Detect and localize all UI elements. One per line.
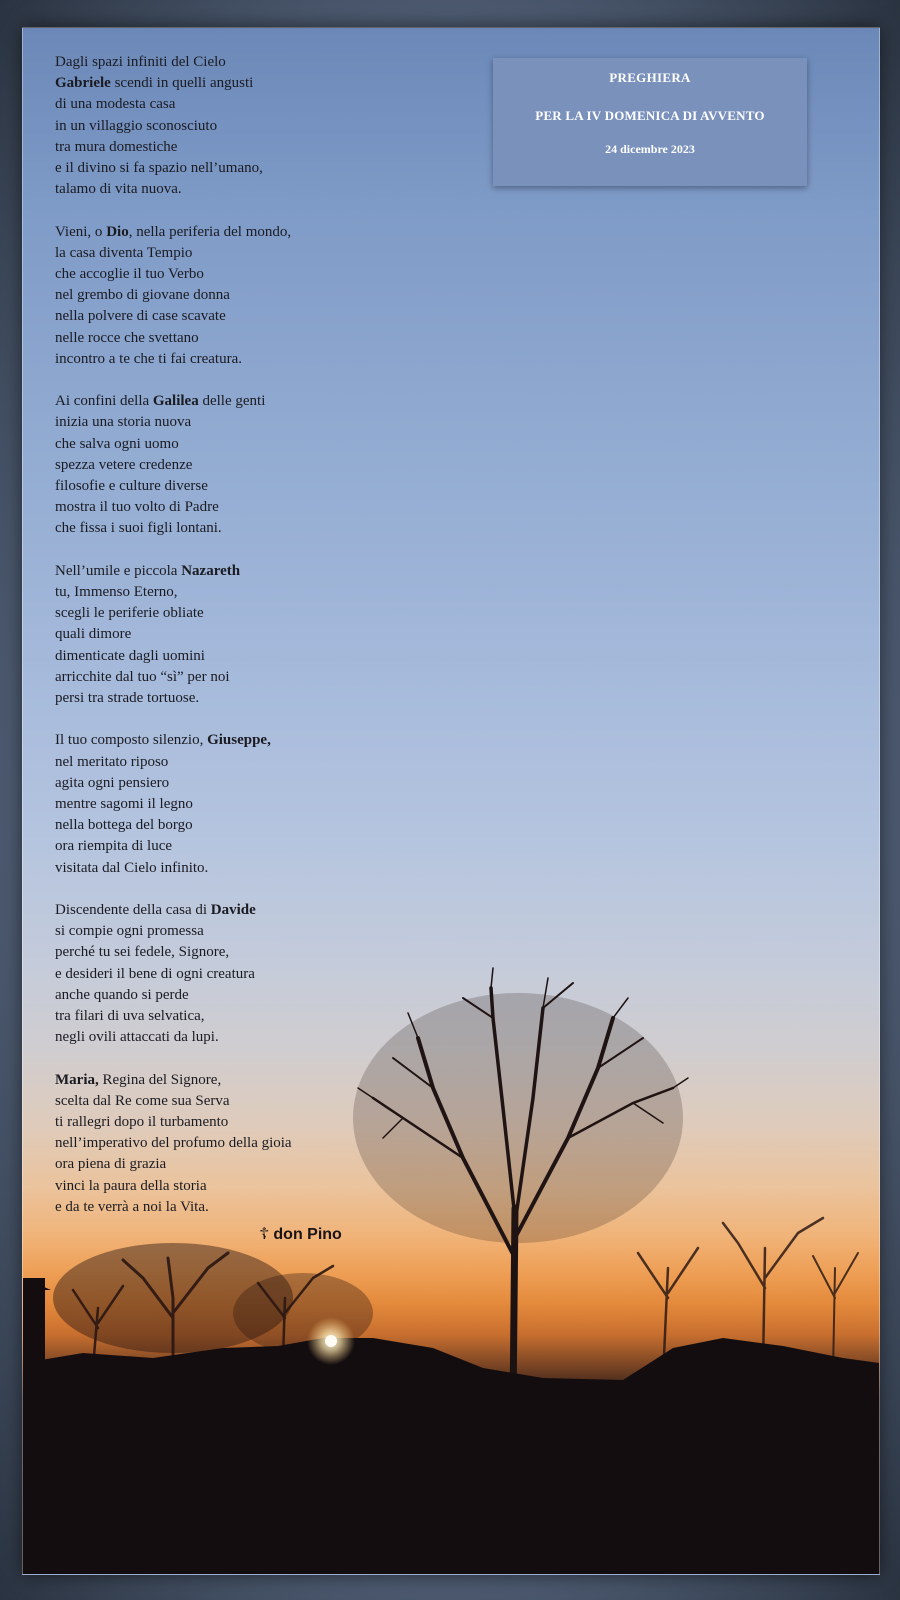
poem-line [55, 94, 375, 115]
poem-segment: scelta dal Re come sua Serva [55, 1092, 230, 1109]
poem-stanza [55, 52, 375, 200]
poem-emphasis: Galilea [152, 393, 199, 410]
poem-line [55, 1070, 375, 1091]
poem-segment: delle genti [198, 393, 266, 410]
poem-stanza [55, 730, 375, 878]
poem-segment: tra mura domestiche [55, 138, 178, 155]
poem-segment: mostra il tuo volto di Padre [55, 499, 219, 516]
poem-segment: visitata dal Cielo infinito. [55, 859, 209, 876]
poem-line [55, 328, 375, 349]
poem-line [55, 1006, 375, 1027]
poem-line [55, 815, 375, 836]
poem-segment: in un villaggio sconosciuto [55, 117, 218, 134]
poem-emphasis: Maria, [55, 1071, 99, 1088]
poem-line [55, 264, 375, 285]
poem-line [55, 116, 375, 137]
poem-segment: spezza vetere credenze [55, 456, 193, 473]
poem-segment: nella bottega del borgo [55, 817, 193, 834]
hills-silhouette [23, 1338, 879, 1574]
poem-segment: ora piena di grazia [55, 1156, 167, 1173]
poem-line [55, 391, 375, 412]
poem-line [55, 752, 375, 773]
poem-segment: mentre sagomi il legno [55, 796, 193, 813]
poem-segment: quali dimore [55, 626, 132, 643]
poem-line [55, 836, 375, 857]
poem-stanza [55, 222, 375, 370]
poem-segment: tra filari di uva selvatica, [55, 1008, 205, 1025]
poem-line [55, 1176, 375, 1197]
poem-segment: negli ovili attaccati da lupi. [55, 1029, 219, 1046]
poem-stanza [55, 1070, 375, 1218]
poem-stanza [55, 900, 375, 1048]
poem-line [55, 52, 375, 73]
poem-segment: che salva ogni uomo [55, 435, 179, 452]
poem-line [55, 349, 375, 370]
poem-line [55, 1091, 375, 1112]
prayer-card [22, 27, 880, 1575]
poem-line [55, 667, 375, 688]
poem-segment: nelle rocce che svettano [55, 329, 199, 346]
poem-line [55, 476, 375, 497]
poem-line [55, 561, 375, 582]
poem-stanza [55, 561, 375, 709]
poem-segment: Dagli spazi infiniti del Cielo [55, 54, 226, 70]
poem-line [55, 73, 375, 94]
poem-segment: nell’imperativo del profumo della gioia [55, 1135, 292, 1152]
poem-segment: Ai confini della [55, 393, 153, 410]
poem-segment: ti rallegri dopo il turbamento [55, 1114, 229, 1131]
poem-line [55, 688, 375, 709]
poem-segment: nel grembo di giovane donna [55, 287, 230, 304]
poem-emphasis: Nazareth [181, 562, 241, 579]
poem-line [55, 434, 375, 455]
poem-segment: dimenticate dagli uomini [55, 647, 205, 664]
poem-segment: si compie ogni promessa [55, 923, 204, 940]
poem-segment: Regina del Signore, [98, 1071, 222, 1088]
poem-line [55, 603, 375, 624]
poem-line [55, 1154, 375, 1175]
title-box [493, 58, 807, 186]
poem-segment: , nella periferia del mondo, [128, 223, 292, 240]
poem-segment: persi tra strade tortuose. [55, 690, 200, 707]
poem-segment: filosofie e culture diverse [55, 478, 208, 495]
poem-line [55, 222, 375, 243]
poem-line [55, 624, 375, 645]
poem-line [55, 985, 375, 1006]
poem-emphasis: Davide [210, 902, 256, 919]
poem-line [55, 497, 375, 518]
poem-line [55, 455, 375, 476]
poem-segment: nella polvere di case scavate [55, 308, 226, 325]
poem-segment: ora riempita di luce [55, 838, 173, 855]
poem-line [55, 730, 375, 751]
poem-segment: arricchite dal tuo “sì” per noi [55, 668, 230, 685]
poem-line [55, 158, 375, 179]
poem-line [55, 773, 375, 794]
poem-line [55, 794, 375, 815]
poem-line [55, 1133, 375, 1154]
poem-line [55, 137, 375, 158]
poem-line [55, 582, 375, 603]
poem-line [55, 942, 375, 963]
poem-segment: vinci la paura della storia [55, 1177, 207, 1194]
poem-line [55, 285, 375, 306]
poem-line [55, 179, 375, 200]
poem-segment: e il divino si fa spazio nell’umano, [55, 160, 263, 177]
poem-segment: Vieni, o [55, 223, 107, 240]
poem-segment: Nell’umile e piccola [55, 562, 182, 579]
poem-line [55, 1027, 375, 1048]
poem-segment: che accoglie il tuo Verbo [55, 266, 204, 283]
poem-segment: agita ogni pensiero [55, 774, 170, 791]
cross-icon: ☦ [259, 1226, 270, 1243]
poem-line [55, 243, 375, 264]
poem-line [55, 900, 375, 921]
poem-segment: talamo di vita nuova. [55, 181, 182, 198]
poem-segment: Discendente della casa di [55, 902, 211, 919]
signature [259, 1224, 342, 1244]
poem-segment: inizia una storia nuova [55, 414, 192, 431]
poem-segment: scendi in quelli angusti [110, 75, 254, 92]
signature-name: don Pino [273, 1226, 342, 1243]
poem-line [55, 518, 375, 539]
title-date: 24 dicembre 2023 [605, 142, 695, 156]
poem-segment: e da te verrà a noi la Vita. [55, 1198, 209, 1215]
poem-segment: scegli le periferie obliate [55, 605, 204, 622]
title-line-1: PREGHIERA [609, 70, 691, 85]
poem-line [55, 412, 375, 433]
poem-emphasis: Dio [106, 223, 129, 240]
poem-line [55, 1197, 375, 1218]
title-line-2: PER LA IV DOMENICA DI AVVENTO [535, 108, 765, 123]
poem-line [55, 964, 375, 985]
poem-segment: tu, Immenso Eterno, [55, 584, 178, 601]
poem-segment: incontro a te che ti fai creatura. [55, 350, 242, 367]
poem-segment: nel meritato riposo [55, 753, 169, 770]
poem-line [55, 858, 375, 879]
poem-segment: che fissa i suoi figli lontani. [55, 520, 222, 537]
poem-segment: Il tuo composto silenzio, [55, 732, 208, 749]
poem-segment: e desideri il bene di ogni creatura [55, 965, 255, 982]
poem-segment: la casa diventa Tempio [55, 244, 193, 261]
poem-segment: anche quando si perde [55, 986, 189, 1003]
poem-text [55, 52, 375, 1239]
poem-line [55, 921, 375, 942]
poem-emphasis: Gabriele [55, 75, 111, 92]
poem-emphasis: Giuseppe, [207, 732, 271, 749]
poem-stanza [55, 391, 375, 539]
poem-line [55, 306, 375, 327]
poem-segment: perché tu sei fedele, Signore, [55, 944, 230, 961]
poem-line [55, 1112, 375, 1133]
poem-line [55, 646, 375, 667]
poem-segment: di una modesta casa [55, 96, 176, 113]
